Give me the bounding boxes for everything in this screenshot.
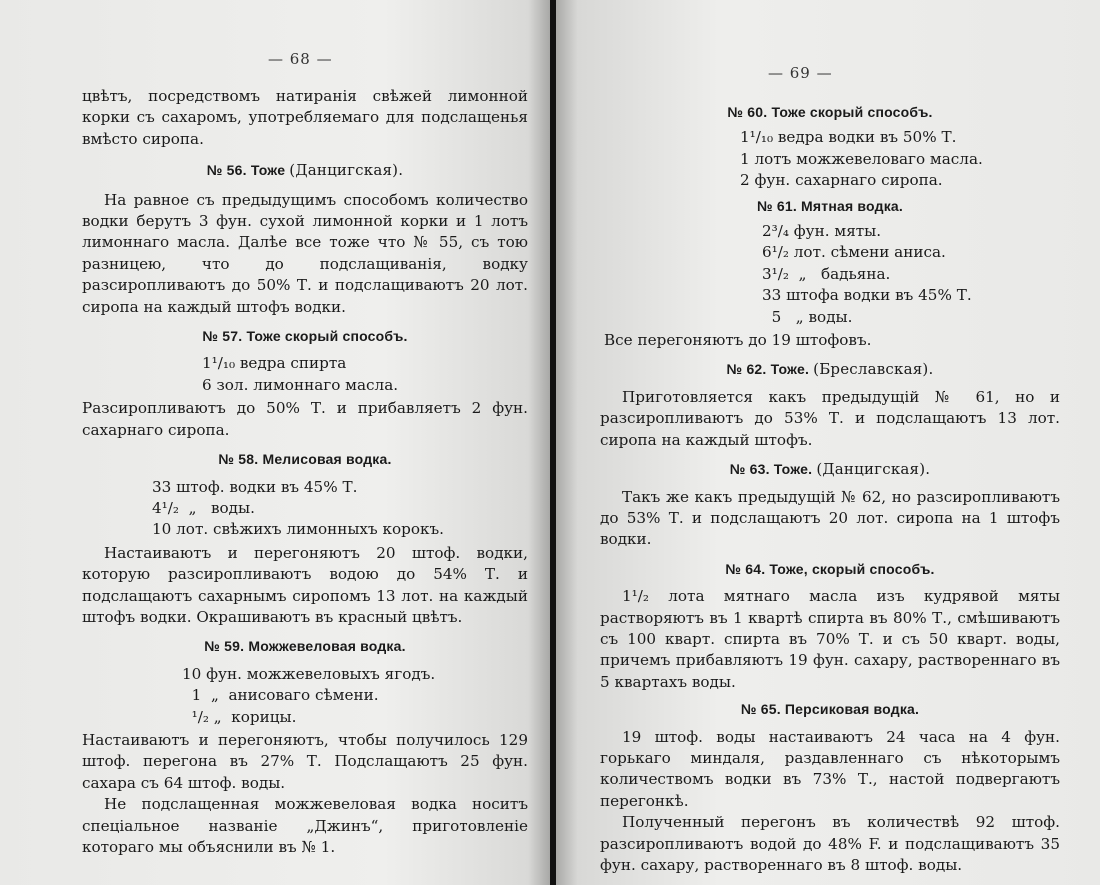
ingredient-list [600,221,1060,328]
paragraph: 19 штоф. воды настаиваютъ 24 часа на 4 фун. горькаго миндаля, раздавленнаго съ нѣкоторымъ количествомъ водки въ 73% Т., настой подвергаютъ перегонкѣ. [600,727,1060,810]
ingredient-line: 10 фун. можжевеловыхъ ягодъ. [182,664,436,683]
recipe-heading: № 59. Можжевеловая водка. [204,638,406,655]
paragraph: Не подслащенная можжевеловая водка носитъ спеціальное названіе „Джинъ“, приготовленіе которaго мы объяснили въ № 1. [82,795,528,856]
recipe-heading: № 61. Мятная водка. [757,197,903,214]
paragraph: Все перегоняютъ до 19 штофовъ. [604,331,872,350]
ingredient-line: 10 лот. свѣжихъ лимонныхъ корокъ. [152,520,444,539]
paragraph: Такъ же какъ предыдущій № 62, но разсиропливаютъ до 53% Т. и подслащаютъ 20 лот. сиропа на 1 штофъ водки. [600,487,1060,549]
recipe-heading [600,359,1060,380]
right-page [556,0,1100,885]
ingredient-line: 3¹/₂ „ бадьяна. [762,264,891,283]
recipe-heading [82,160,528,181]
ingredient-line: 33 штофа водки въ 45% Т. [762,286,972,305]
heading-title: № 63. Тоже. [729,461,813,478]
recipe-heading [600,459,1060,480]
heading-subtitle: (Данцигская). [289,161,404,180]
ingredient-line: 1 „ анисоваго сѣмени. [182,686,379,705]
ingredient-list [82,664,528,728]
heading-title: № 62. Тоже. [726,361,810,378]
page-number: — 69 — [768,64,833,82]
paragraph: Приготовляется какъ предыдущій № 61, но и разсиропливаютъ до 53% Т. и подслащаютъ 13 лот. сиропа на каждый штофъ. [600,387,1060,449]
ingredient-line: 33 штоф. водки въ 45% Т. [152,477,358,496]
page-number: — 68 — [268,50,333,68]
heading-subtitle: (Данцигская). [816,460,931,479]
ingredient-list [600,127,1060,191]
page-text [82,86,528,858]
ingredient-line: 2 фун. сахарнаго сиропа. [740,171,943,190]
ingredient-line: 5 „ воды. [762,307,853,326]
heading-title: № 56. Тоже [206,162,286,179]
recipe-heading: № 64. Тоже, скорый способъ. [725,560,935,577]
ingredient-line: 4¹/₂ „ воды. [152,498,255,517]
recipe-heading: № 58. Мелисовая водка. [218,451,392,468]
paragraph: Разсиропливаютъ до 50% Т. и прибавляетъ 2 фун. сахарнаго сиропа. [82,399,528,439]
paragraph: цвѣтъ, посредствомъ натиранія свѣжей лимонной корки съ сахаромъ, употребляемаго для подслащенья вмѣсто сиропа. [82,87,528,148]
recipe-heading: № 65. Персиковая водка. [740,701,920,718]
ingredient-line: 2³/₄ фун. мяты. [762,222,882,241]
ingredient-list [82,477,528,541]
paragraph: Настаиваютъ и перегоняютъ, чтобы получилось 129 штоф. перегона въ 27% Т. Подслащаютъ 25 фун. сахара съ 64 штоф. воды. [82,730,528,792]
ingredient-line: 1¹/₁₀ ведра спирта [202,354,347,373]
paragraph: На равное съ предыдущимъ способомъ количество водки берутъ 3 фун. сухой лимонной корки и 1 лотъ лимоннаго масла. Далѣе все тоже что № 55, съ тою разницею, что до подслащиванія, водку разсиропливаютъ до 50% Т. и подслащиваютъ 20 лот. сиропа на каждый штофъ водки. [82,190,528,316]
paragraph: 1¹/₂ лота мятнаго масла изъ кудрявой мяты растворяютъ въ 1 квартѣ спирта въ 80% Т., смѣшиваютъ съ 100 кварт. спирта въ 70% Т. и съ 50 кварт. воды, причемъ прибавляютъ 19 фун. сахару, раствореннаго въ 5 квартахъ воды. [600,587,1060,691]
paragraph: Настаиваютъ и перегоняютъ 20 штоф. водки, которую разсиропливаютъ водою до 54% Т. и подслащаютъ сахарнымъ сиропомъ 13 лот. на каждый штофъ водки. Окрашиваютъ въ красный цвѣтъ. [82,543,528,626]
recipe-heading: № 60. Тоже скорый способъ. [727,104,933,120]
ingredient-line: 6 зол. лимоннаго масла. [202,375,399,394]
ingredient-line: 1¹/₁₀ ведра водки въ 50% Т. [740,128,957,147]
ingredient-line: 6¹/₂ лот. сѣмени аниса. [762,243,946,262]
ingredient-list [82,353,528,396]
ingredient-line: ¹/₂ „ корицы. [182,707,297,726]
page-text [600,98,1060,876]
recipe-heading: № 57. Тоже скорый способъ. [202,328,408,345]
paragraph: Полученный перегонъ въ количествѣ 92 штоф. разсиропливаютъ водой до 48% F. и подслащиваютъ 35 фун. сахару, раствореннаго въ 8 штоф. воды. [600,813,1060,874]
heading-subtitle: (Бреславская). [813,360,934,379]
ingredient-line: 1 лотъ можжевеловаго масла. [740,149,983,168]
